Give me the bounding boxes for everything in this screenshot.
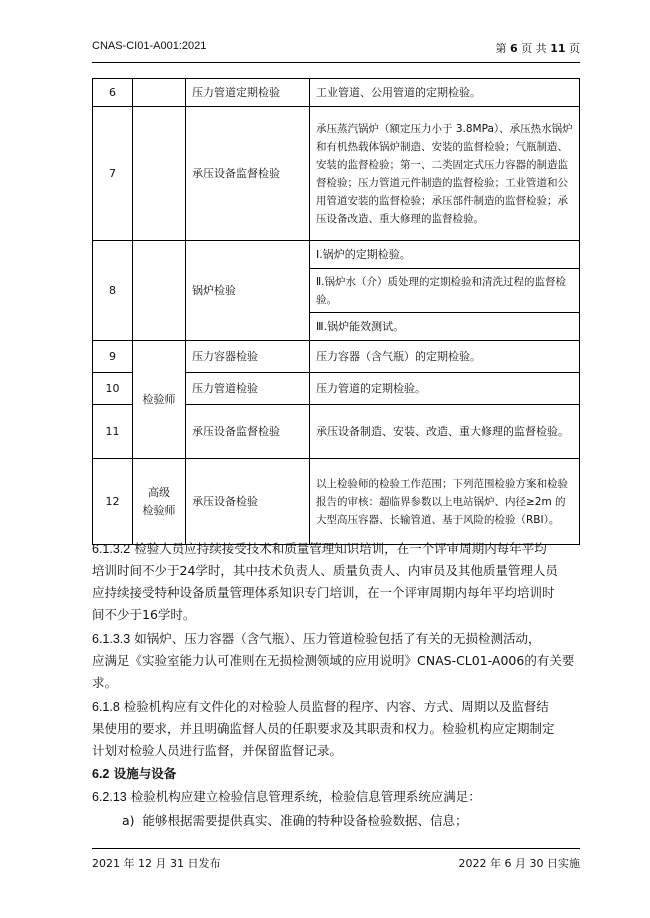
footer-rule	[92, 848, 580, 849]
paragraph-6-2-13: 6.2.13 检验机构应建立检验信息管理系统，检验信息管理系统应满足：	[92, 789, 481, 804]
header-rule	[92, 62, 580, 63]
table-row	[93, 241, 580, 269]
page-header	[92, 40, 580, 60]
page-number: 6	[510, 42, 518, 55]
row-number: 6	[93, 79, 133, 107]
issue-date: 2021 年 12 月 31 日发布	[92, 857, 221, 870]
paragraph-6-1-8: 6.1.8 检验机构应有文件化的对检验人员监督的程序、内容、方式、周期以及监督结 果使用的要求，并且明确监督人员的任职要求及其职责和权力。检验机构应定期制定 计划对检验人员进行监督，并保留监督记录。	[92, 699, 555, 758]
scope-cell: 工业管道、公用管道的定期检验。	[310, 79, 580, 107]
item-cell: 锅炉检验	[186, 241, 310, 341]
grade-cell-empty	[133, 107, 186, 241]
row-number: 12	[93, 459, 133, 545]
item-cell: 承压设备检验	[186, 459, 310, 545]
effective-date: 2022 年 6 月 30 日实施	[458, 857, 580, 870]
paragraph-6-1-3-2: 6.1.3.2 检验人员应持续接受技术和质量管理知识培训，在一个评审周期内每年平均 培训时间不少于24学时，其中技术负责人、质量负责人、内审员及其他质量管理人员 应持续接受特种设备质量管理体系知识专门培训，在一个评审周期内每年平均培训时 间不少于16学时。	[92, 541, 558, 622]
item-cell: 压力管道定期检验	[186, 79, 310, 107]
scope-cell: 压力容器（含气瓶）的定期检验。	[310, 341, 580, 373]
item-cell: 承压设备监督检验	[186, 107, 310, 241]
section-heading-6-2: 6.2 设施与设备	[92, 766, 177, 781]
item-cell: 承压设备监督检验	[186, 405, 310, 459]
scope-cell: Ⅰ.锅炉的定期检验。	[310, 241, 580, 269]
grade-senior-inspector: 高级 检验师	[133, 459, 186, 545]
row-number: 7	[93, 107, 133, 241]
page-indicator: 第 6 页 共 11 页	[495, 42, 580, 55]
doc-code: CNAS-CI01-A001:2021	[92, 40, 207, 52]
table-row	[93, 107, 580, 241]
scope-cell: 承压设备制造、安装、改造、重大修理的监督检验。	[310, 405, 580, 459]
paragraph-6-1-3-3: 6.1.3.3 如锅炉、压力容器（含气瓶）、压力管道检验包括了有关的无损检测活动， 应满足《实验室能力认可准则在无损检测领域的应用说明》CNAS-CL01-A006的有关要 求。	[92, 631, 575, 690]
item-cell: 压力管道检验	[186, 373, 310, 405]
page-total: 11	[550, 42, 566, 55]
scope-table	[92, 78, 580, 545]
list-item-a: a) 能够根据需要提供真实、准确的特种设备检验数据、信息；	[122, 813, 468, 828]
item-cell: 压力容器检验	[186, 341, 310, 373]
grade-cell-empty	[133, 79, 186, 107]
table-row	[93, 79, 580, 107]
row-number: 9	[93, 341, 133, 373]
table-row	[93, 341, 580, 373]
scope-cell: 以上检验师的检验工作范围；下列范围检验方案和检验报告的审核：超临界参数以上电站锅炉、内径≥2m 的大型高压容器、长输管道、基于风险的检验（RBI）。	[310, 459, 580, 545]
scope-cell: Ⅱ.锅炉水（介）质处理的定期检验和清洗过程的监督检验。	[310, 269, 580, 313]
scope-cell: Ⅲ.锅炉能效测试。	[310, 313, 580, 341]
grade-cell-empty	[133, 241, 186, 341]
row-number: 10	[93, 373, 133, 405]
table-row	[93, 459, 580, 545]
row-number: 11	[93, 405, 133, 459]
scope-cell: 承压蒸汽锅炉（额定压力小于 3.8MPa）、承压热水锅炉和有机热载体锅炉制造、安装的监督检验；气瓶制造、安装的监督检验；第一、二类固定式压力容器的制造监督检验；压力管道元件制造的监督检验；工业管道和公用管道安装的监督检验；承压部件制造的监督检验；承压设备改造、重大修理的监督检验。	[310, 107, 580, 241]
scope-cell: 压力管道的定期检验。	[310, 373, 580, 405]
grade-inspector: 检验师	[133, 341, 186, 459]
row-number: 8	[93, 241, 133, 341]
